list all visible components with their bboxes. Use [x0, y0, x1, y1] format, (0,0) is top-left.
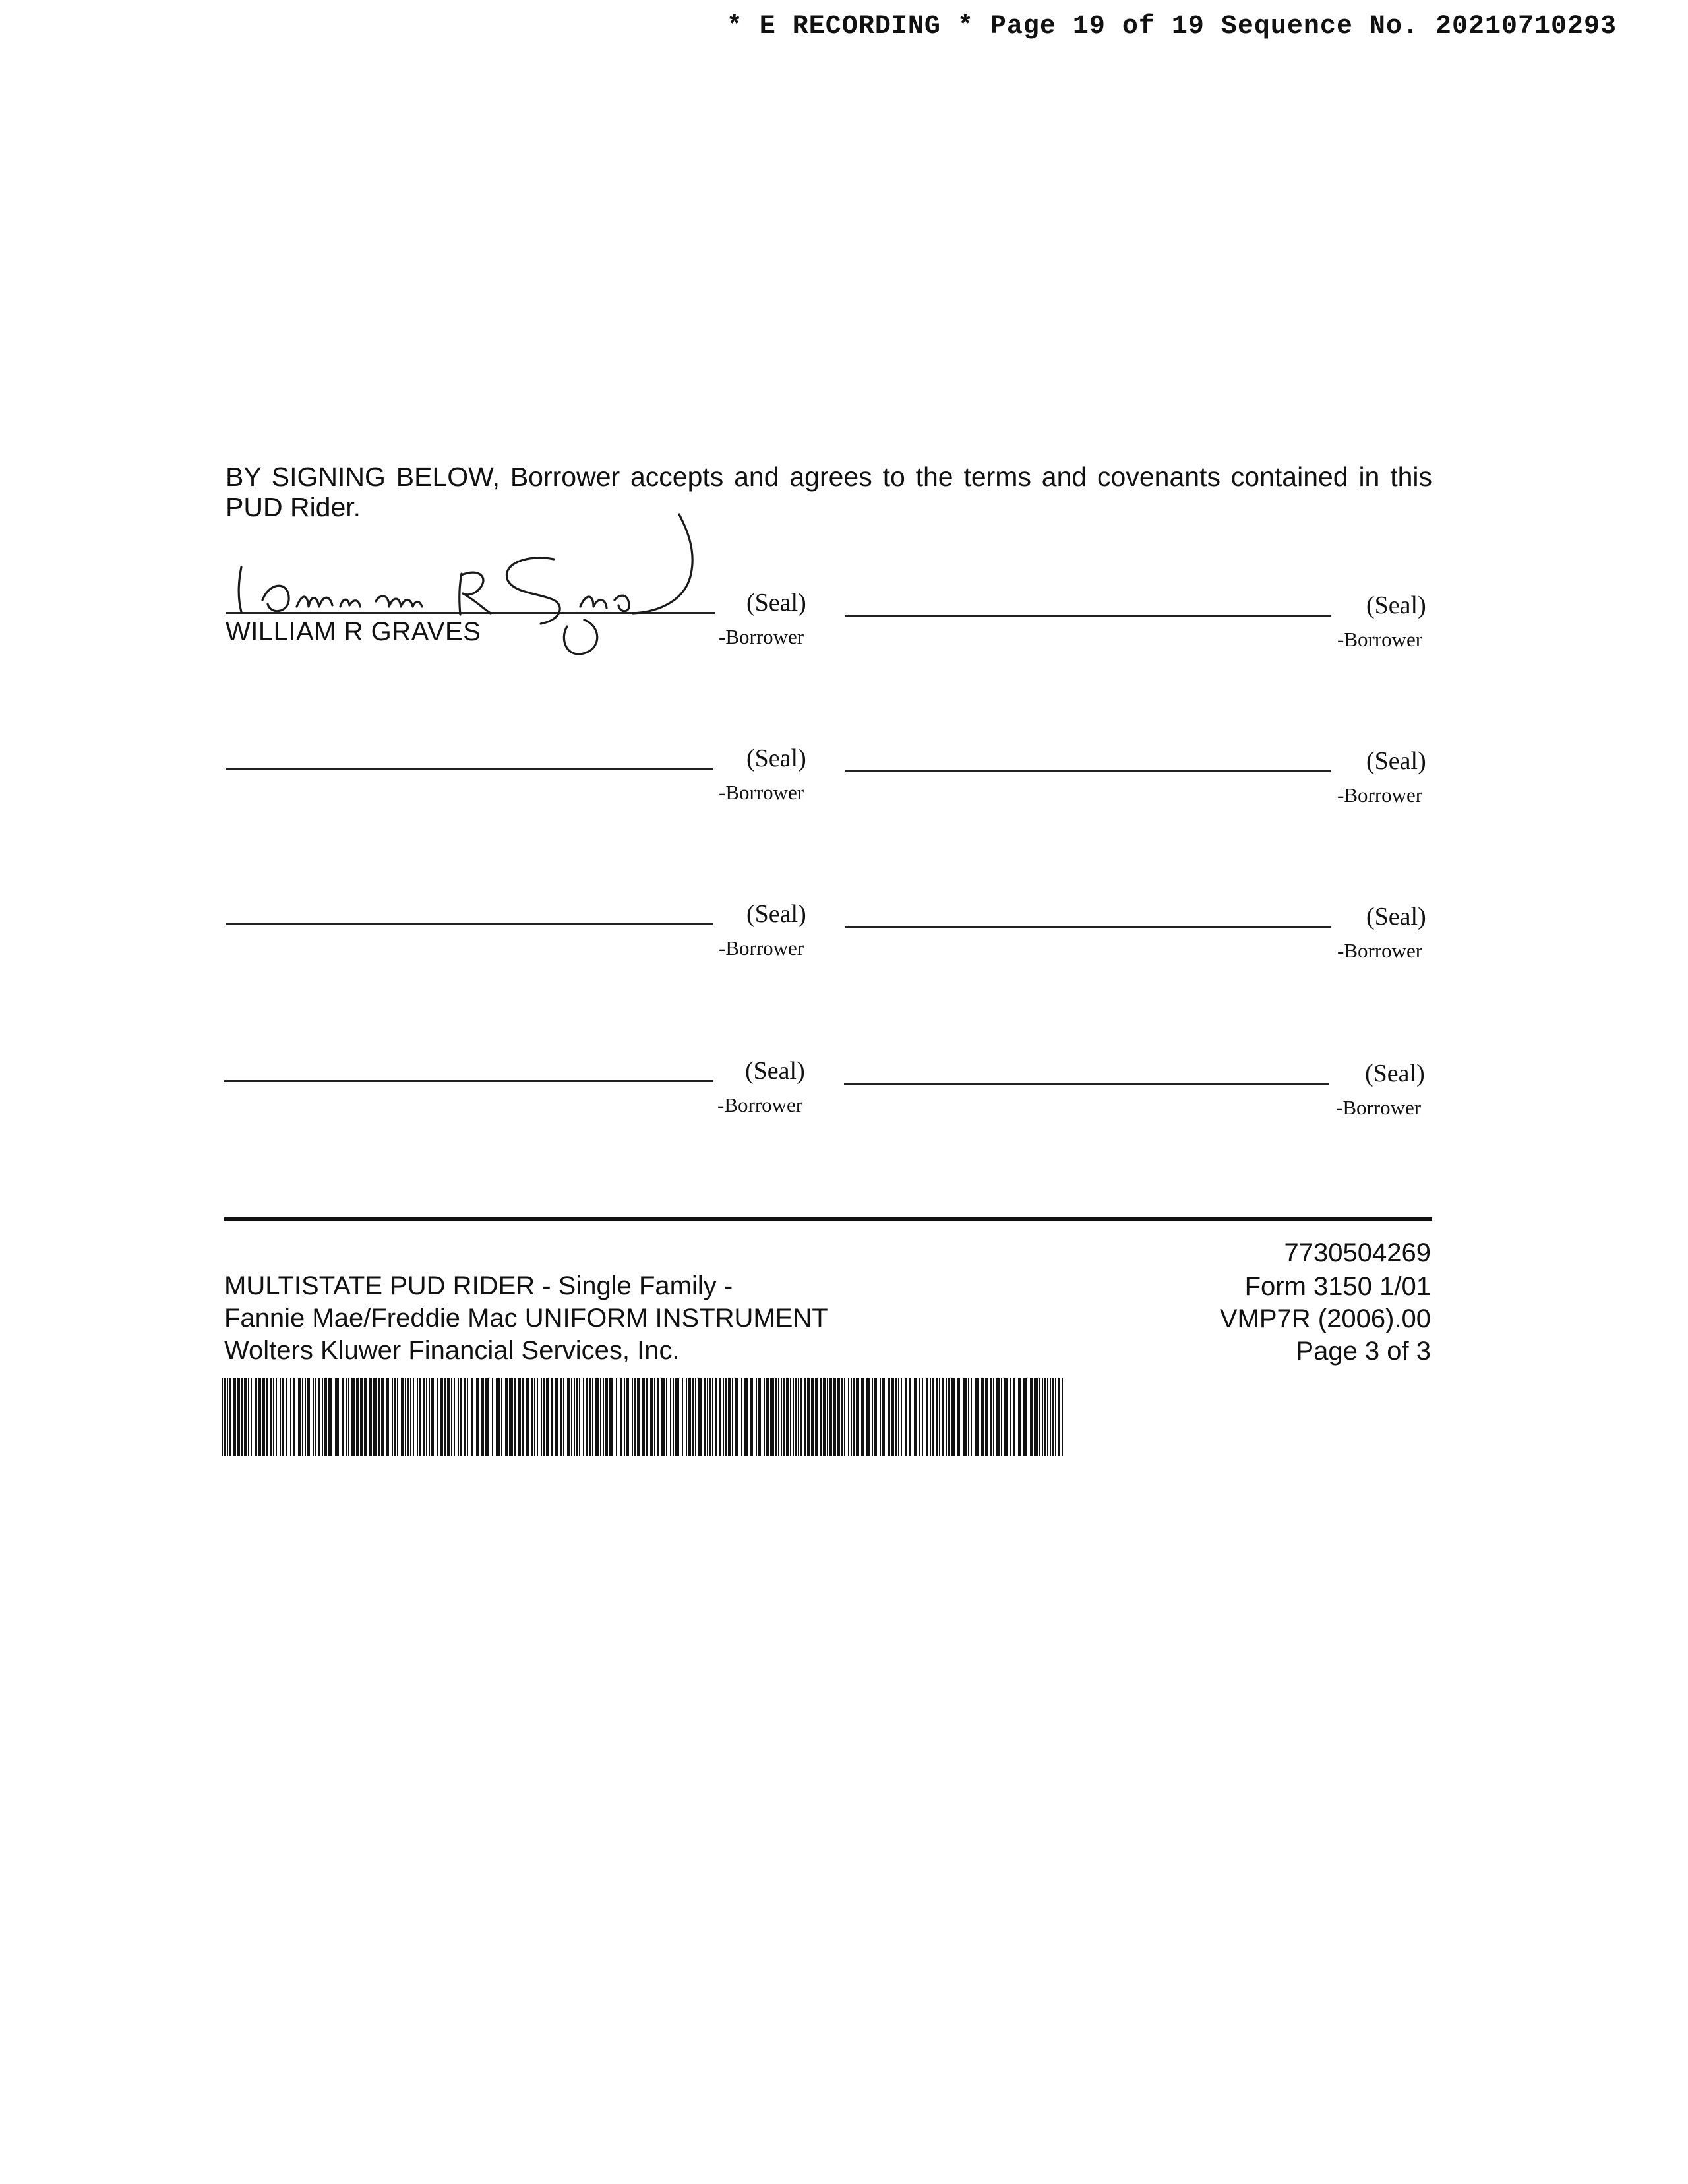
barcode-bar	[407, 1378, 409, 1456]
barcode	[222, 1378, 1067, 1456]
barcode-bar	[758, 1378, 761, 1456]
barcode-bar	[560, 1378, 562, 1456]
barcode-bar	[781, 1378, 782, 1456]
barcode-bar	[996, 1378, 1000, 1456]
barcode-bar	[248, 1378, 249, 1456]
barcode-bar	[307, 1378, 310, 1456]
barcode-bar	[1023, 1378, 1027, 1456]
barcode-bar	[990, 1378, 992, 1456]
barcode-bar	[898, 1378, 899, 1456]
barcode-bar	[1052, 1378, 1054, 1456]
barcode-bar	[586, 1378, 588, 1456]
barcode-bar	[971, 1378, 972, 1456]
barcode-bar	[626, 1378, 629, 1456]
barcode-bar	[1018, 1378, 1021, 1456]
barcode-bar	[946, 1378, 947, 1456]
borrower-label: -Borrower	[719, 781, 804, 804]
form-subtitle: Fannie Mae/Freddie Mac UNIFORM INSTRUMENT	[224, 1304, 828, 1333]
barcode-bar	[518, 1378, 521, 1456]
handwritten-signature	[224, 501, 712, 659]
barcode-bar	[579, 1378, 580, 1456]
barcode-bar	[571, 1378, 572, 1456]
barcode-bar	[939, 1378, 940, 1456]
barcode-bar	[373, 1378, 377, 1456]
barcode-bar	[670, 1378, 671, 1456]
barcode-bar	[798, 1378, 799, 1456]
barcode-bar	[756, 1378, 757, 1456]
barcode-bar	[522, 1378, 524, 1456]
barcode-bar	[258, 1378, 261, 1456]
barcode-bar	[1044, 1378, 1046, 1456]
barcode-bar	[1010, 1378, 1011, 1456]
barcode-bar	[305, 1378, 306, 1456]
barcode-bar	[1039, 1378, 1040, 1456]
barcode-bar	[901, 1378, 902, 1456]
barcode-bar	[856, 1378, 859, 1456]
form-title: MULTISTATE PUD RIDER - Single Family -	[224, 1271, 733, 1300]
barcode-bar	[657, 1378, 659, 1456]
barcode-bar	[728, 1378, 731, 1456]
barcode-bar	[378, 1378, 380, 1456]
page-number: Page 3 of 3	[1296, 1337, 1431, 1366]
signature-line	[224, 1080, 713, 1082]
signer-name: WILLIAM R GRAVES	[226, 617, 481, 646]
barcode-bar	[429, 1378, 430, 1456]
barcode-bar	[244, 1378, 247, 1456]
barcode-bar	[732, 1378, 733, 1456]
barcode-bar	[324, 1378, 327, 1456]
barcode-bar	[891, 1378, 894, 1456]
barcode-bar	[467, 1378, 468, 1456]
barcode-bar	[692, 1378, 694, 1456]
barcode-bar	[576, 1378, 578, 1456]
signature-line	[226, 768, 713, 770]
barcode-bar	[555, 1378, 558, 1456]
signature-line	[226, 923, 713, 925]
barcode-bar	[1013, 1378, 1015, 1456]
footer-rule	[224, 1217, 1432, 1221]
barcode-bar	[270, 1378, 272, 1456]
barcode-bar	[224, 1378, 226, 1456]
barcode-bar	[951, 1378, 955, 1456]
barcode-bar	[1030, 1378, 1033, 1456]
barcode-bar	[766, 1378, 769, 1456]
barcode-bar	[882, 1378, 885, 1456]
barcode-bar	[1004, 1378, 1008, 1456]
barcode-bar	[600, 1378, 601, 1456]
borrower-label: -Borrower	[1336, 1096, 1422, 1119]
barcode-bar	[833, 1378, 836, 1456]
barcode-bar	[725, 1378, 727, 1456]
barcode-bar	[932, 1378, 934, 1456]
barcode-bar	[888, 1378, 890, 1456]
barcode-bar	[1001, 1378, 1002, 1456]
barcode-bar	[874, 1378, 877, 1456]
barcode-bar	[609, 1378, 613, 1456]
barcode-bar	[328, 1378, 332, 1456]
barcode-bar	[437, 1378, 438, 1456]
barcode-bar	[744, 1378, 748, 1456]
barcode-bar	[793, 1378, 794, 1456]
borrower-label: -Borrower	[1337, 939, 1423, 962]
barcode-bar	[936, 1378, 938, 1456]
barcode-bar	[993, 1378, 994, 1456]
loan-number: 7730504269	[1284, 1238, 1431, 1267]
barcode-bar	[695, 1378, 696, 1456]
signature-line	[845, 615, 1331, 617]
barcode-bar	[905, 1378, 907, 1456]
barcode-bar	[543, 1378, 545, 1456]
barcode-bar	[712, 1378, 713, 1456]
form-title-block	[224, 1270, 828, 1367]
barcode-bar	[844, 1378, 845, 1456]
borrower-label: -Borrower	[719, 625, 804, 648]
barcode-bar	[227, 1378, 228, 1456]
barcode-bar	[481, 1378, 484, 1456]
barcode-bar	[485, 1378, 489, 1456]
barcode-bar	[764, 1378, 765, 1456]
barcode-bar	[346, 1378, 347, 1456]
barcode-bar	[848, 1378, 849, 1456]
barcode-bar	[741, 1378, 742, 1456]
barcode-bar	[356, 1378, 359, 1456]
barcode-bar	[1062, 1378, 1063, 1456]
seal-label: (Seal)	[746, 589, 806, 617]
barcode-bar	[222, 1378, 223, 1456]
barcode-bar	[444, 1378, 446, 1456]
barcode-bar	[546, 1378, 549, 1456]
barcode-bar	[866, 1378, 870, 1456]
barcode-bar	[394, 1378, 396, 1456]
barcode-bar	[583, 1378, 584, 1456]
barcode-bar	[922, 1378, 923, 1456]
barcode-bar	[605, 1378, 608, 1456]
barcode-bar	[322, 1378, 323, 1456]
barcode-bar	[880, 1378, 881, 1456]
barcode-bar	[386, 1378, 389, 1456]
barcode-bar	[723, 1378, 724, 1456]
barcode-bar	[505, 1378, 508, 1456]
borrower-label: -Borrower	[1337, 628, 1423, 651]
barcode-bar	[981, 1378, 984, 1456]
barcode-bar	[381, 1378, 384, 1456]
barcode-bar	[837, 1378, 840, 1456]
barcode-bar	[509, 1378, 513, 1456]
barcode-bar	[851, 1378, 852, 1456]
barcode-bar	[531, 1378, 533, 1456]
barcode-bar	[698, 1378, 702, 1456]
barcode-bar	[948, 1378, 950, 1456]
barcode-bar	[807, 1378, 810, 1456]
barcode-bar	[413, 1378, 414, 1456]
barcode-bar	[914, 1378, 917, 1456]
barcode-bar	[431, 1378, 434, 1456]
barcode-bar	[909, 1378, 911, 1456]
barcode-bar	[704, 1378, 706, 1456]
barcode-bar	[632, 1378, 633, 1456]
barcode-bar	[861, 1378, 864, 1456]
form-number: Form 3150 1/01	[1244, 1272, 1431, 1301]
barcode-bar	[1042, 1378, 1043, 1456]
barcode-bar	[514, 1378, 516, 1456]
barcode-bar	[541, 1378, 542, 1456]
seal-label: (Seal)	[745, 1057, 805, 1085]
barcode-bar	[968, 1378, 969, 1456]
form-publisher: Wolters Kluwer Financial Services, Inc.	[224, 1336, 680, 1365]
barcode-bar	[282, 1378, 284, 1456]
barcode-bar	[620, 1378, 622, 1456]
barcode-bar	[770, 1378, 774, 1456]
signing-statement: BY SIGNING BELOW, Borrower accepts and agrees to the terms and covenants contained in this PUD Rider.	[226, 462, 1432, 522]
barcode-bar	[654, 1378, 655, 1456]
barcode-bar	[280, 1378, 281, 1456]
seal-label: (Seal)	[746, 900, 806, 928]
barcode-bar	[919, 1378, 920, 1456]
barcode-bar	[589, 1378, 591, 1456]
form-identifiers	[1220, 1237, 1431, 1368]
barcode-bar	[634, 1378, 636, 1456]
barcode-bar	[423, 1378, 425, 1456]
barcode-bar	[1055, 1378, 1056, 1456]
barcode-bar	[786, 1378, 789, 1456]
seal-label: (Seal)	[746, 744, 806, 772]
barcode-bar	[574, 1378, 575, 1456]
barcode-bar	[709, 1378, 711, 1456]
barcode-bar	[975, 1378, 979, 1456]
barcode-bar	[682, 1378, 683, 1456]
barcode-bar	[460, 1378, 462, 1456]
barcode-bar	[661, 1378, 665, 1456]
barcode-bar	[783, 1378, 785, 1456]
signature-line	[844, 1083, 1329, 1085]
barcode-bar	[829, 1378, 832, 1456]
barcode-bar	[1034, 1378, 1038, 1456]
barcode-bar	[957, 1378, 960, 1456]
seal-label: (Seal)	[1366, 903, 1426, 930]
barcode-bar	[1050, 1378, 1051, 1456]
barcode-bar	[534, 1378, 535, 1456]
barcode-bar	[458, 1378, 459, 1456]
barcode-bar	[290, 1378, 291, 1456]
barcode-bar	[872, 1378, 873, 1456]
barcode-bar	[286, 1378, 287, 1456]
barcode-bar	[251, 1378, 252, 1456]
barcode-bar	[369, 1378, 372, 1456]
vmp-number: VMP7R (2006).00	[1219, 1304, 1431, 1333]
barcode-bar	[795, 1378, 797, 1456]
barcode-bar	[447, 1378, 450, 1456]
barcode-bar	[790, 1378, 791, 1456]
barcode-bar	[688, 1378, 691, 1456]
barcode-bar	[342, 1378, 344, 1456]
barcode-bar	[707, 1378, 708, 1456]
barcode-bar	[419, 1378, 421, 1456]
barcode-bar	[302, 1378, 303, 1456]
barcode-bar	[963, 1378, 967, 1456]
barcode-bar	[719, 1378, 721, 1456]
barcode-bar	[426, 1378, 427, 1456]
barcode-bar	[496, 1378, 500, 1456]
barcode-bar	[492, 1378, 493, 1456]
barcode-bar	[501, 1378, 502, 1456]
barcode-bar	[673, 1378, 674, 1456]
barcode-bar	[551, 1378, 553, 1456]
barcode-bar	[392, 1378, 393, 1456]
barcode-bar	[820, 1378, 822, 1456]
barcode-bar	[567, 1378, 570, 1456]
barcode-bar	[451, 1378, 452, 1456]
barcode-bar	[1058, 1378, 1060, 1456]
barcode-bar	[537, 1378, 538, 1456]
barcode-bar	[410, 1378, 411, 1456]
barcode-bar	[895, 1378, 897, 1456]
barcode-bar	[397, 1378, 398, 1456]
barcode-bar	[318, 1378, 320, 1456]
barcode-bar	[348, 1378, 349, 1456]
barcode-bar	[592, 1378, 593, 1456]
barcode-bar	[471, 1378, 473, 1456]
barcode-bar	[823, 1378, 826, 1456]
barcode-bar	[293, 1378, 295, 1456]
barcode-bar	[686, 1378, 687, 1456]
barcode-bar	[241, 1378, 243, 1456]
barcode-bar	[666, 1378, 667, 1456]
barcode-bar	[930, 1378, 931, 1456]
barcode-bar	[827, 1378, 828, 1456]
barcode-bar	[1047, 1378, 1048, 1456]
barcode-bar	[926, 1378, 928, 1456]
seal-label: (Seal)	[1366, 747, 1426, 775]
barcode-bar	[364, 1378, 367, 1456]
barcode-bar	[853, 1378, 855, 1456]
barcode-bar	[595, 1378, 599, 1456]
barcode-bar	[401, 1378, 404, 1456]
barcode-bar	[750, 1378, 753, 1456]
barcode-bar	[715, 1378, 717, 1456]
barcode-bar	[476, 1378, 479, 1456]
barcode-bar	[811, 1378, 814, 1456]
barcode-bar	[262, 1378, 265, 1456]
barcode-bar	[646, 1378, 648, 1456]
barcode-bar	[804, 1378, 806, 1456]
barcode-bar	[405, 1378, 406, 1456]
seal-label: (Seal)	[1366, 592, 1426, 619]
barcode-bar	[417, 1378, 418, 1456]
barcode-bar	[351, 1378, 355, 1456]
seal-label: (Seal)	[1365, 1060, 1425, 1087]
barcode-bar	[273, 1378, 274, 1456]
barcode-bar	[642, 1378, 645, 1456]
barcode-bar	[563, 1378, 564, 1456]
barcode-bar	[229, 1378, 231, 1456]
borrower-label: -Borrower	[717, 1093, 803, 1116]
barcode-bar	[255, 1378, 257, 1456]
barcode-bar	[624, 1378, 625, 1456]
barcode-bar	[237, 1378, 240, 1456]
barcode-bar	[526, 1378, 529, 1456]
barcode-bar	[815, 1378, 818, 1456]
barcode-bar	[360, 1378, 363, 1456]
barcode-bar	[841, 1378, 843, 1456]
barcode-bar	[313, 1378, 314, 1456]
signature-line	[845, 926, 1331, 928]
barcode-bar	[276, 1378, 277, 1456]
recording-header: * E RECORDING * Page 19 of 19 Sequence No. 20210710293	[726, 12, 1617, 42]
barcode-bar	[315, 1378, 316, 1456]
barcode-bar	[464, 1378, 466, 1456]
signature-line	[845, 770, 1331, 772]
barcode-bar	[266, 1378, 268, 1456]
barcode-bar	[603, 1378, 604, 1456]
borrower-label: -Borrower	[719, 936, 804, 959]
barcode-bar	[942, 1378, 944, 1456]
barcode-bar	[675, 1378, 679, 1456]
barcode-bar	[233, 1378, 236, 1456]
barcode-bar	[985, 1378, 988, 1456]
barcode-bar	[650, 1378, 653, 1456]
barcode-bar	[440, 1378, 443, 1456]
barcode-bar	[800, 1378, 802, 1456]
barcode-bar	[735, 1378, 738, 1456]
barcode-bar	[298, 1378, 301, 1456]
barcode-bar	[335, 1378, 339, 1456]
barcode-bar	[454, 1378, 455, 1456]
borrower-label: -Borrower	[1337, 783, 1423, 806]
barcode-bar	[775, 1378, 777, 1456]
barcode-bar	[778, 1378, 779, 1456]
barcode-bar	[637, 1378, 640, 1456]
barcode-bar	[616, 1378, 617, 1456]
